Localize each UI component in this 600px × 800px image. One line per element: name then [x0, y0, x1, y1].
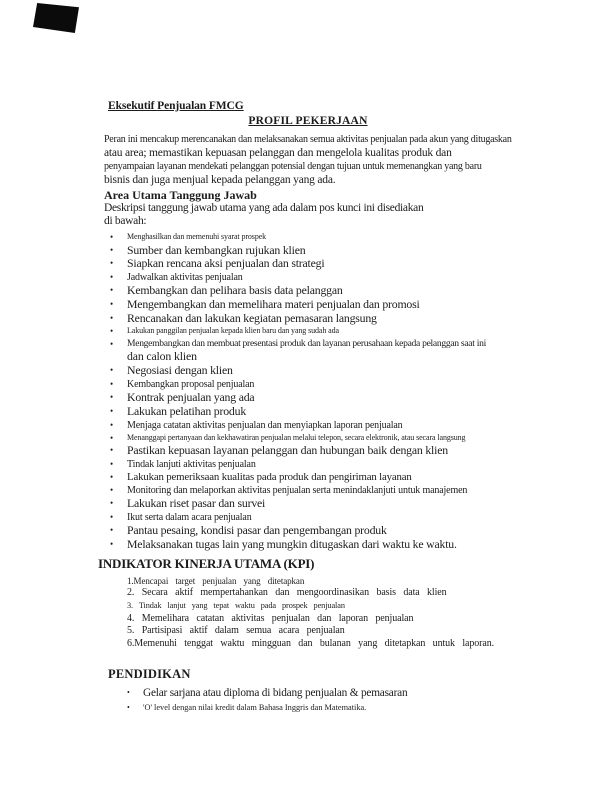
- list-item-text: 'O' level dengan nilai kredit dalam Bahasa Inggris dan Matematika.: [143, 702, 367, 712]
- document-subtitle: [104, 115, 512, 127]
- list-item-text: Lakukan pelatihan produk: [127, 403, 247, 418]
- bullet-icon: •: [110, 338, 114, 349]
- list-item-text: Lakukan panggilan penjualan kepada klien baru dan yang sudah ada: [127, 326, 339, 336]
- list-item-text: Menanggapi pertanyaan dan kekhawatiran penjualan melalui telepon, secara elektronik, atau secara langsung: [127, 432, 466, 442]
- list-item: 2. Secara aktif mempertahankan dan mengoordinasikan basis data klien: [127, 587, 447, 599]
- list-item-text: Monitoring dan melaporkan aktivitas penjualan serta menindaklanjuti untuk manajemen: [127, 485, 468, 497]
- list-item: [104, 471, 512, 485]
- bullet-icon: •: [110, 458, 114, 469]
- intro-line: bisnis dan juga menjual kepada pelanggan yang ada.: [104, 174, 336, 186]
- bullet-icon: •: [110, 498, 113, 509]
- list-item: [104, 419, 512, 432]
- document-subtitle-text: PROFIL PEKERJAAN: [248, 115, 368, 127]
- responsibilities-description-line: di bawah:: [104, 215, 147, 227]
- bullet-icon: •: [110, 485, 114, 496]
- bullet-icon: •: [110, 365, 113, 376]
- intro-paragraph: [104, 133, 512, 187]
- bullet-icon: •: [110, 285, 113, 296]
- bullet-icon: •: [110, 258, 113, 269]
- list-item: [127, 686, 512, 701]
- list-item: [104, 244, 512, 258]
- list-item-text-line2: dan calon klien: [127, 349, 197, 364]
- list-item-text: Kontrak penjualan yang ada: [127, 390, 255, 405]
- bullet-icon: •: [110, 392, 113, 403]
- document-content: [98, 100, 512, 714]
- list-item-text: Pastikan kepuasan layanan pelanggan dan hubungan baik dengan klien: [127, 443, 448, 458]
- responsibilities-heading: Area Utama Tanggung Jawab: [104, 188, 257, 202]
- intro-line: atau area; memastikan kepuasan pelanggan dan mengelola kualitas produk dan: [104, 147, 452, 159]
- list-item-text: Menghasilkan dan memenuhi syarat prospek: [127, 232, 267, 241]
- list-item-text: Rencanakan dan lakukan kegiatan pemasaran langsung: [127, 310, 377, 325]
- list-item: [127, 701, 512, 714]
- list-item-text: Lakukan pemeriksaan kualitas pada produk dan pengiriman layanan: [127, 470, 412, 483]
- list-item: [104, 444, 512, 458]
- list-item-text: Tindak lanjuti aktivitas penjualan: [127, 458, 256, 470]
- list-item: [104, 524, 512, 538]
- list-item: [104, 391, 512, 405]
- list-item-text: Sumber dan kembangkan rujukan klien: [127, 242, 306, 257]
- list-item: [104, 405, 512, 419]
- bullet-icon: •: [110, 445, 113, 456]
- list-item-text-line1: Mengembangkan dan membuat presentasi produk dan layanan perusahaan kepada pelanggan saat ini: [127, 337, 486, 349]
- list-item: [104, 257, 512, 271]
- list-item: [104, 458, 512, 471]
- list-item: 5. Partisipasi aktif dalam semua acara penjualan: [127, 625, 345, 637]
- kpi-heading: INDIKATOR KINERJA UTAMA (KPI): [98, 555, 315, 571]
- list-item: [104, 497, 512, 511]
- intro-line: penyampaian layanan mendekati pelanggan potensial dengan tujuan untuk memenangkan yang baru: [104, 161, 482, 172]
- scan-corner-artifact: [33, 3, 79, 33]
- list-item-text: Melaksanakan tugas lain yang mungkin ditugaskan dari waktu ke waktu.: [127, 537, 457, 552]
- list-item: 4. Memelihara catatan aktivitas penjualan dan laporan penjualan: [127, 612, 414, 624]
- list-item-text: Negosiasi dengan klien: [127, 363, 233, 378]
- list-item: 1.Mencapai target penjualan yang ditetapkan: [127, 575, 305, 586]
- list-item-text: [127, 338, 486, 364]
- bullet-icon: •: [110, 326, 114, 337]
- list-item-text: Siapkan rencana aksi penjualan dan strategi: [127, 256, 325, 271]
- list-item: [104, 231, 512, 244]
- bullet-icon: •: [110, 419, 114, 430]
- education-list: [104, 686, 512, 714]
- bullet-icon: •: [110, 539, 113, 550]
- bullet-icon: •: [127, 688, 130, 698]
- kpi-list: [127, 575, 512, 651]
- education-heading: PENDIDIKAN: [108, 667, 191, 682]
- list-item-text: Lakukan riset pasar dan survei: [127, 496, 266, 511]
- list-item-text: Jadwalkan aktivitas penjualan: [127, 272, 243, 284]
- bullet-icon: •: [110, 471, 114, 482]
- list-item: [104, 364, 512, 378]
- responsibilities-list: [104, 231, 512, 552]
- document-title: Eksekutif Penjualan FMCG: [108, 100, 244, 112]
- responsibilities-description-line: Deskripsi tanggung jawab utama yang ada dalam pos kunci ini disediakan: [104, 202, 424, 214]
- list-item: [104, 284, 512, 298]
- list-item: 6.Memenuhi tenggat waktu mingguan dan bulanan yang ditetapkan untuk laporan.: [127, 637, 495, 649]
- bullet-icon: •: [110, 244, 113, 255]
- bullet-icon: •: [110, 525, 113, 536]
- bullet-icon: •: [110, 232, 114, 242]
- list-item: [104, 538, 512, 552]
- list-item-text: Mengembangkan dan memelihara materi penjualan dan promosi: [127, 296, 420, 311]
- bullet-icon: •: [127, 702, 130, 712]
- list-item: 3. Tindak lanjut yang tepat waktu pada prospek penjualan: [127, 601, 345, 611]
- list-item-text: Pantau pesaing, kondisi pasar dan pengembangan produk: [127, 523, 387, 538]
- bullet-icon: •: [110, 405, 113, 416]
- list-item-text: Kembangkan dan pelihara basis data pelanggan: [127, 283, 343, 298]
- bullet-icon: •: [110, 379, 114, 390]
- list-item: [104, 298, 512, 312]
- intro-line: Peran ini mencakup merencanakan dan melaksanakan semua aktivitas penjualan pada akun yang ditugaskan: [104, 134, 512, 145]
- list-item-text: Kembangkan proposal penjualan: [127, 379, 255, 391]
- list-item-text: Ikut serta dalam acara penjualan: [127, 512, 252, 524]
- list-item: [104, 338, 512, 364]
- bullet-icon: •: [110, 432, 114, 443]
- list-item-text: Menjaga catatan aktivitas penjualan dan menyiapkan laporan penjualan: [127, 419, 403, 431]
- list-item-text: Gelar sarjana atau diploma di bidang penjualan & pemasaran: [143, 687, 408, 700]
- list-item: [104, 312, 512, 326]
- list-item: [104, 325, 512, 338]
- bullet-icon: •: [110, 312, 113, 323]
- bullet-icon: •: [110, 512, 114, 523]
- bullet-icon: •: [110, 272, 114, 283]
- bullet-icon: •: [110, 298, 113, 309]
